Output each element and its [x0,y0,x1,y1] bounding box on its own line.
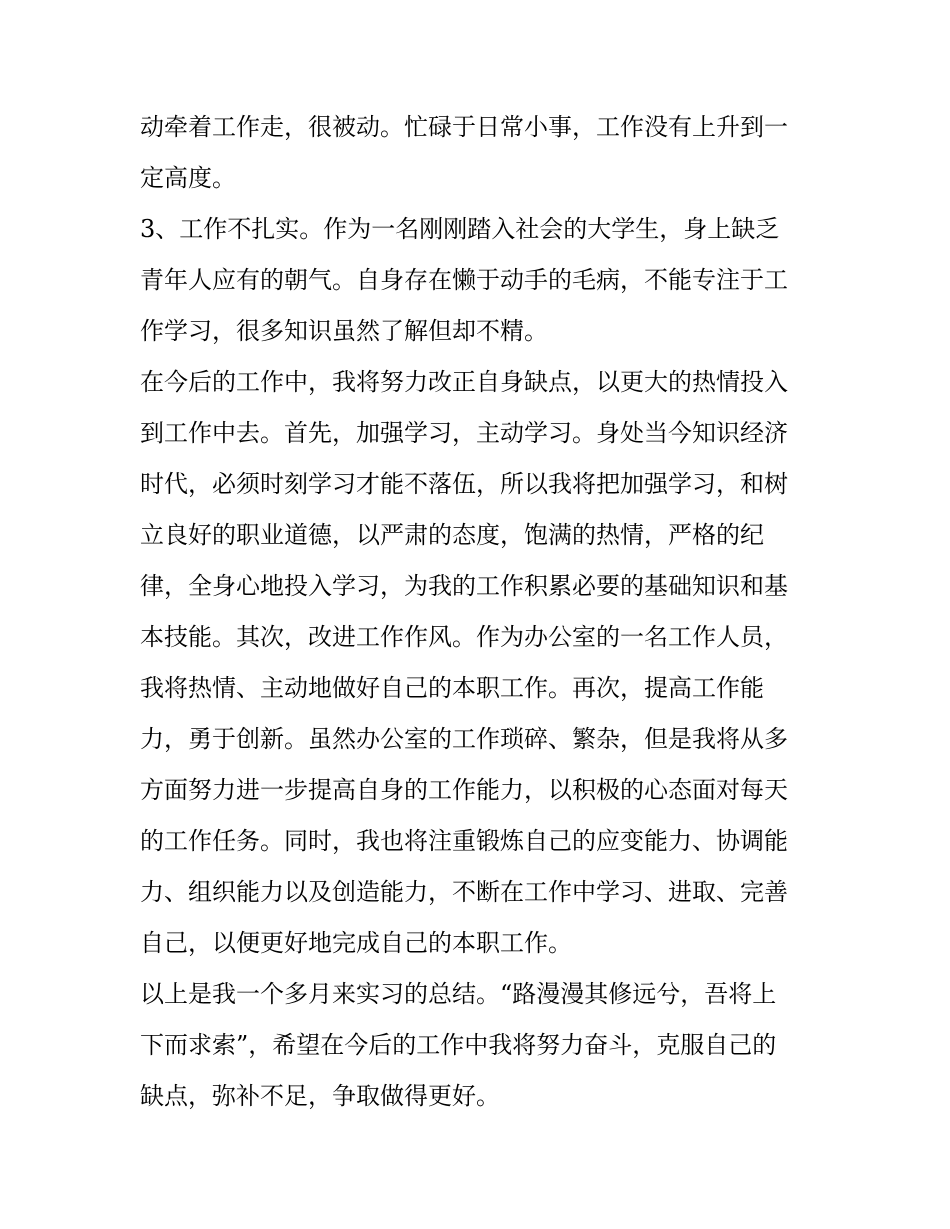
text-line: 我将热情、主动地做好自己的本职工作。再次，提高工作能 [140,674,764,702]
text-line: 到工作中去。首先，加强学习，主动学习。身处当今知识经济 [140,419,788,447]
text-line: 自己，以便更好地完成自己的本职工作。 [140,929,572,957]
text-line: 动牵着工作走，很被动。忙碌于日常小事，工作没有上升到一 [140,113,788,141]
text-line: 的工作任务。同时，我也将注重锻炼自己的应变能力、协调能 [140,827,788,855]
text-line: 在今后的工作中，我将努力改正自身缺点，以更大的热情投入 [140,368,788,396]
text-line: 定高度。 [140,164,236,192]
text-line: 作学习，很多知识虽然了解但却不精。 [140,317,548,345]
text-line: 力，勇于创新。虽然办公室的工作琐碎、繁杂，但是我将从多 [140,725,788,753]
text-line: 力、组织能力以及创造能力，不断在工作中学习、进取、完善 [140,878,788,906]
text-line: 律，全身心地投入学习，为我的工作积累必要的基础知识和基 [140,572,788,600]
text-line: 本技能。其次，改进工作作风。作为办公室的一名工作人员， [140,623,788,651]
text-line: 缺点，弥补不足，争取做得更好。 [140,1082,500,1110]
text-line: 时代，必须时刻学习才能不落伍，所以我将把加强学习，和树 [140,470,788,498]
text-line: 立良好的职业道德，以严肃的态度，饱满的热情，严格的纪 [140,521,764,549]
document-body [140,102,820,1122]
text-line: 方面努力进一步提高自身的工作能力，以积极的心态面对每天 [140,776,788,804]
text-line: 3、工作不扎实。作为一名刚刚踏入社会的大学生，身上缺乏 [140,215,780,243]
text-line: 以上是我一个多月来实习的总结。“路漫漫其修远兮，吾将上 [140,980,777,1008]
text-line: 下而求索”，希望在今后的工作中我将努力奋斗，克服自己的 [140,1031,777,1059]
text-line: 青年人应有的朝气。自身存在懒于动手的毛病，不能专注于工 [140,266,788,294]
